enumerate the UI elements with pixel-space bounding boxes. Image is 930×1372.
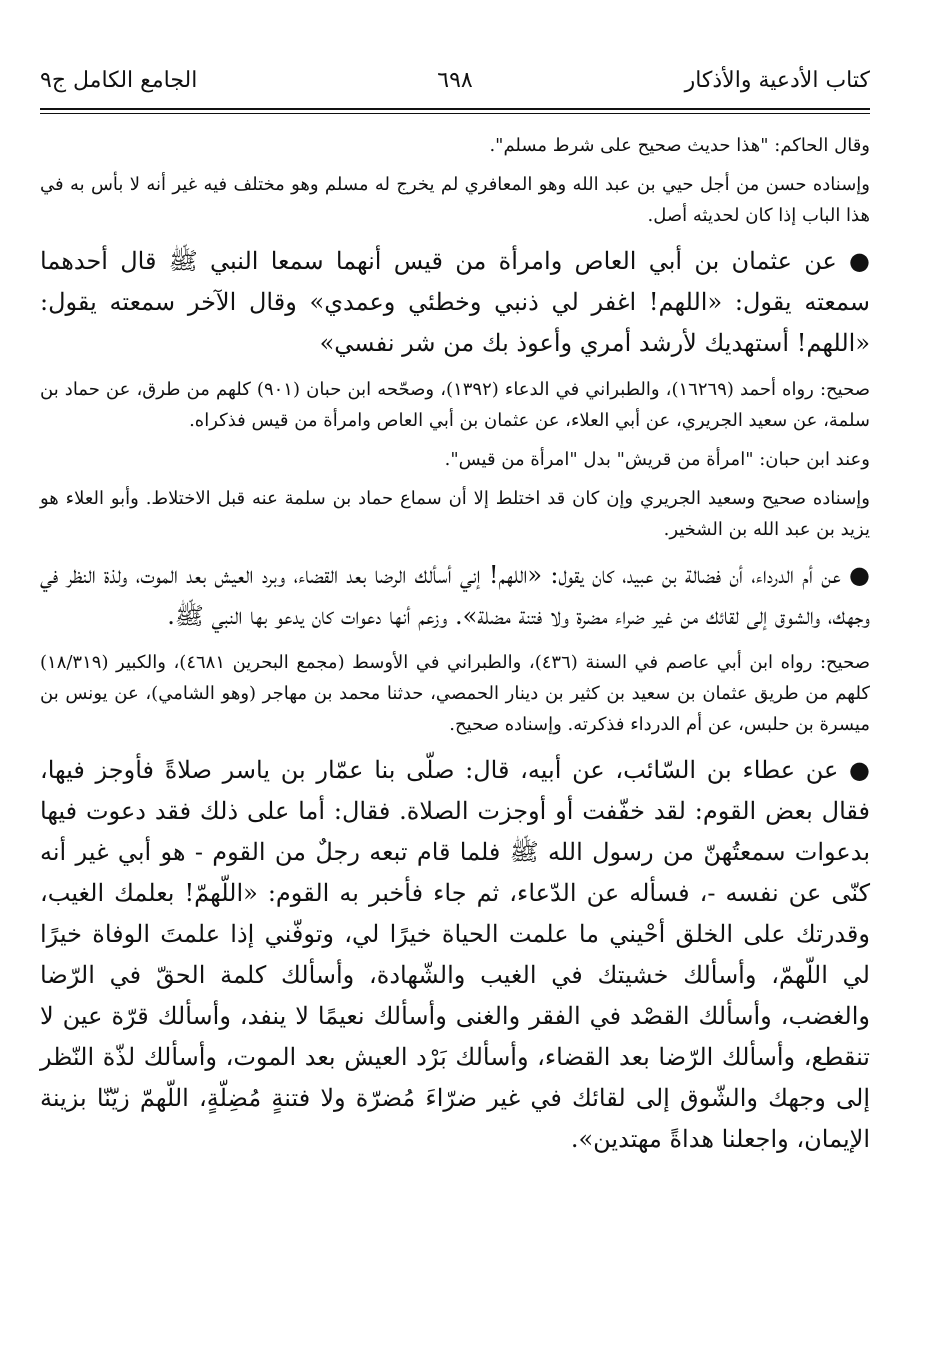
commentary-paragraph: صحيح: رواه أحمد (١٦٢٦٩)، والطبراني في الدعاء (١٣٩٢)، وصحّحه ابن حبان (٩٠١) كلهم من طرق، عن حماد بن سلمة، عن سعيد الجريري، عن أبي العلاء، عن عثمان بن أبي العاص وامرأة من قيس فذكراه.	[40, 379, 870, 431]
page-header	[40, 58, 870, 102]
commentary-paragraph: صحيح: رواه ابن أبي عاصم في السنة (٤٣٦)، والطبراني في الأوسط (مجمع البحرين ٤٦٨١)، والكبير (١٨/٣١٩) كلهم من طريق عثمان بن سعيد بن كثير بن دينار الحمصي، حدثنا محمد بن مهاجر (وهو الشامي)، عن يونس بن ميسرة بن حلبس، عن أم الدرداء فذكرته. وإسناده صحيح.	[40, 652, 870, 735]
page-number: ٦٩٨	[437, 68, 473, 93]
commentary-paragraph: وقال الحاكم: "هذا حديث صحيح على شرط مسلم".	[489, 135, 870, 156]
commentary-paragraph: وإسناده حسن من أجل حيي بن عبد الله وهو المعافري لم يخرج له مسلم وهو مختلف فيه غير أنه لا بأس به في هذا الباب إذا كان لحديثه أصل.	[40, 174, 870, 226]
hadith-paragraph: ● عن أم الدرداء، أن فضالة بن عبيد، كان يقول: «اللهم! إني أسألك الرضا بعد القضاء، وبرد العيش بعد الموت، ولذة النظر في وجهك، والشوق إلى لقائك من غير ضراء مضرة ولا فتنة مضلة». وزعم أنها دعوات كان يدعو بها النبي ﷺ.	[40, 561, 870, 630]
book-title: كتاب الأدعية والأذكار	[684, 68, 870, 93]
header-rule-thick	[40, 108, 870, 110]
commentary-paragraph: وعند ابن حبان: "امرأة من قريش" بدل "امرأة من قيس".	[444, 449, 870, 470]
page-body	[40, 130, 870, 1160]
hadith-paragraph: ● عن عطاء بن السّائب، عن أبيه، قال: صلّى بنا عمّار بن ياسر صلاةً فأوجز فيها، فقال بعض القوم: لقد خفّفت أو أوجزت الصلاة. فقال: أما على ذلك فقد دعوت فيها بدعوات سمعتُهنّ من رسول الله ﷺ فلما قام تبعه رجلٌ من القوم - هو أبي غير أنه كنّى عن نفسه -، فسأله عن الدّعاء، ثم جاء فأخبر به القوم: «اللّهمّ! بعلمك الغيب، وقدرتك على الخلق أحْيني ما علمت الحياة خيرًا لي، وتوفّني إذا علمتَ الوفاة خيرًا لي اللّهمّ، وأسألك خشيتك في الغيب والشّهادة، وأسألك كلمة الحقّ في الرّضا والغضب، وأسألك القصْد في الفقر والغنى وأسألك نعيمًا لا ينفد، وأسألك قرّة عين لا تنقطع، وأسألك الرّضا بعد القضاء، وأسألك بَرْد العيش بعد الموت، وأسألك لذّة النّظر إلى وجهك والشّوق إلى لقائك في غير ضرّاءَ مُضرّة ولا فتنةٍ مُضِلّةٍ، اللّهمّ زيّنّا بزينة الإيمان، واجعلنا هداةً مهتدين».	[40, 756, 870, 1153]
hadith-paragraph: ● عن عثمان بن أبي العاص وامرأة من قيس أنهما سمعا النبي ﷺ قال أحدهما سمعته يقول: «اللهم! اغفر لي ذنبي وخطئي وعمدي» وقال الآخر سمعته يقول: «اللهم! أستهديك لأرشد أمري وأعوذ بك من شر نفسي»	[40, 247, 870, 357]
commentary-paragraph: وإسناده صحيح وسعيد الجريري وإن كان قد اختلط إلا أن سماع حماد بن سلمة عنه قبل الاختلاط. وأبو العلاء هو يزيد بن عبد الله بن الشخير.	[40, 488, 870, 540]
volume-title: الجامع الكامل ج٩	[40, 68, 198, 93]
header-rule-thin	[40, 113, 870, 114]
